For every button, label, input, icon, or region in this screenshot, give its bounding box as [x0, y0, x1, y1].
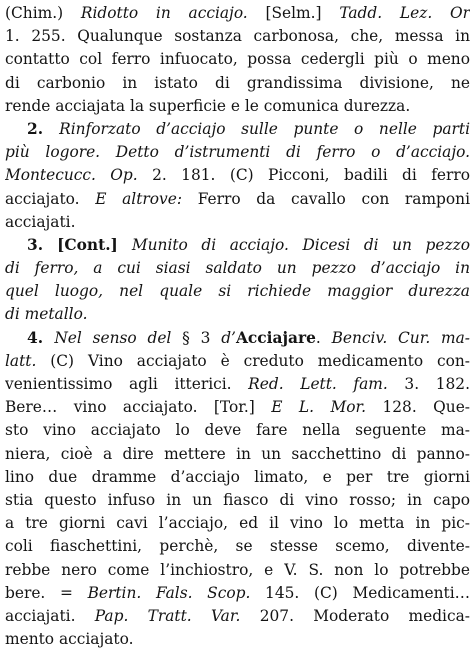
text-line: [5, 141, 470, 164]
italic-text: Tadd. Lez. Or: [339, 4, 470, 22]
text-line: [5, 48, 470, 71]
text-line: [5, 512, 470, 535]
text-line: [5, 605, 470, 628]
italic-text: Munito di acciajo. Dicesi di un pezzo: [131, 235, 470, 254]
text-segment: 2. 181. (C) Picconi, badili di ferro: [137, 166, 470, 185]
text-line: [5, 559, 470, 582]
text-line: [5, 582, 470, 605]
text-segment: venientissimo agli itterici.: [5, 375, 249, 393]
text-line: [5, 466, 470, 489]
italic-text: d’: [221, 328, 236, 347]
text-line: [5, 535, 470, 558]
text-segment: a tre giorni cavi l’acciajo, ed il vino lo metta in pic-: [5, 514, 470, 533]
italic-text: Nel senso del: [54, 328, 172, 347]
italic-text: quel luogo, nel quale si richiede maggior durezza: [5, 282, 470, 301]
sense-marker: 3. [Cont.]: [27, 235, 132, 254]
text-segment: (C) Vino acciajato è creduto medicamento con-: [36, 351, 470, 370]
text-line: [5, 257, 470, 280]
text-line: [5, 188, 470, 211]
text-line: [5, 628, 470, 651]
text-segment: 207. Moderato medica-: [240, 606, 470, 625]
italic-text: Pap. Tratt. Var.: [94, 606, 241, 625]
text-segment: acciajato.: [5, 189, 96, 208]
text-segment: lino due dramme d’acciajo limato, e per tre giorni: [5, 467, 470, 486]
text-line: [5, 234, 470, 257]
italic-text: latt.: [5, 351, 37, 370]
italic-text: Montecucc. Op.: [5, 166, 138, 185]
text-segment: contatto col ferro infuocato, possa cedergli più o meno: [5, 50, 470, 69]
text-line: [5, 443, 470, 466]
text-line: [5, 419, 470, 442]
sense-marker: Acciajare: [235, 328, 316, 347]
italic-text: di ferro, a cui siasi saldato un pezzo d’acciajo in: [5, 259, 470, 278]
sense-marker: 4.: [27, 328, 55, 347]
text-segment: niera, cioè a dire mettere in un sacchettino di panno-: [5, 444, 470, 463]
text-segment: .: [315, 328, 332, 347]
text-segment: mento acciajato.: [5, 630, 134, 649]
italic-text: Rinforzato d’acciajo sulle punte o nelle parti: [59, 119, 470, 138]
italic-text: E altrove:: [95, 189, 183, 208]
text-line: [5, 118, 470, 141]
text-line: [5, 2, 470, 25]
text-segment: acciajati.: [5, 212, 76, 231]
text-line: [5, 25, 470, 48]
text-line: [5, 489, 470, 512]
text-segment: Ferro da cavallo con ramponi: [182, 189, 470, 208]
text-line: [5, 164, 470, 187]
text-segment: acciajati.: [5, 606, 95, 625]
italic-text: Benciv. Cur. ma-: [331, 328, 470, 347]
text-segment: 3. 182.: [387, 375, 470, 393]
sense-marker: 2.: [27, 119, 60, 138]
text-line: [5, 72, 470, 95]
text-segment: 145. (C) Medicamenti…: [250, 583, 470, 602]
text-line: [5, 211, 470, 234]
text-line: [5, 373, 470, 396]
text-segment: [Selm.]: [247, 4, 340, 22]
text-segment: coli fiaschettini, perchè, se stesse scemo, divente-: [5, 537, 470, 556]
text-line: [5, 280, 470, 303]
text-segment: rebbe nero come l’inchiostro, e V. S. non lo potrebbe: [5, 560, 470, 579]
text-segment: 1. 255. Qualunque sostanza carbonosa, che, messa in: [5, 27, 470, 46]
italic-text: E L. Mor.: [271, 398, 367, 417]
text-line: [5, 327, 470, 350]
text-segment: rende acciajata la superficie e le comunica durezza.: [5, 96, 411, 115]
italic-text: più logore. Detto d’istrumenti di ferro o d’acciajo.: [5, 143, 470, 162]
text-line: [5, 396, 470, 419]
text-segment: (Chim.): [5, 4, 81, 22]
text-segment: sto vino acciajato lo deve fare nella seguente ma-: [5, 421, 470, 440]
text-segment: Bere… vino acciajato. [Tor.]: [5, 398, 272, 417]
text-line: [5, 350, 470, 373]
text-segment: stia questo infuso in un fiasco di vino rosso; in capo: [5, 490, 470, 509]
italic-text: Red. Lett. fam.: [248, 375, 388, 393]
text-line: [5, 303, 470, 326]
italic-text: Ridotto in acciajo.: [80, 4, 248, 22]
text-segment: bere. =: [5, 583, 88, 602]
text-segment: 128. Que-: [366, 398, 470, 417]
text-segment: § 3: [171, 328, 222, 347]
text-segment: di carbonio in istato di grandissima divisione, ne: [5, 73, 470, 92]
text-line: [5, 95, 470, 118]
italic-text: di metallo.: [5, 305, 88, 324]
italic-text: Bertin. Fals. Scop.: [87, 583, 251, 602]
